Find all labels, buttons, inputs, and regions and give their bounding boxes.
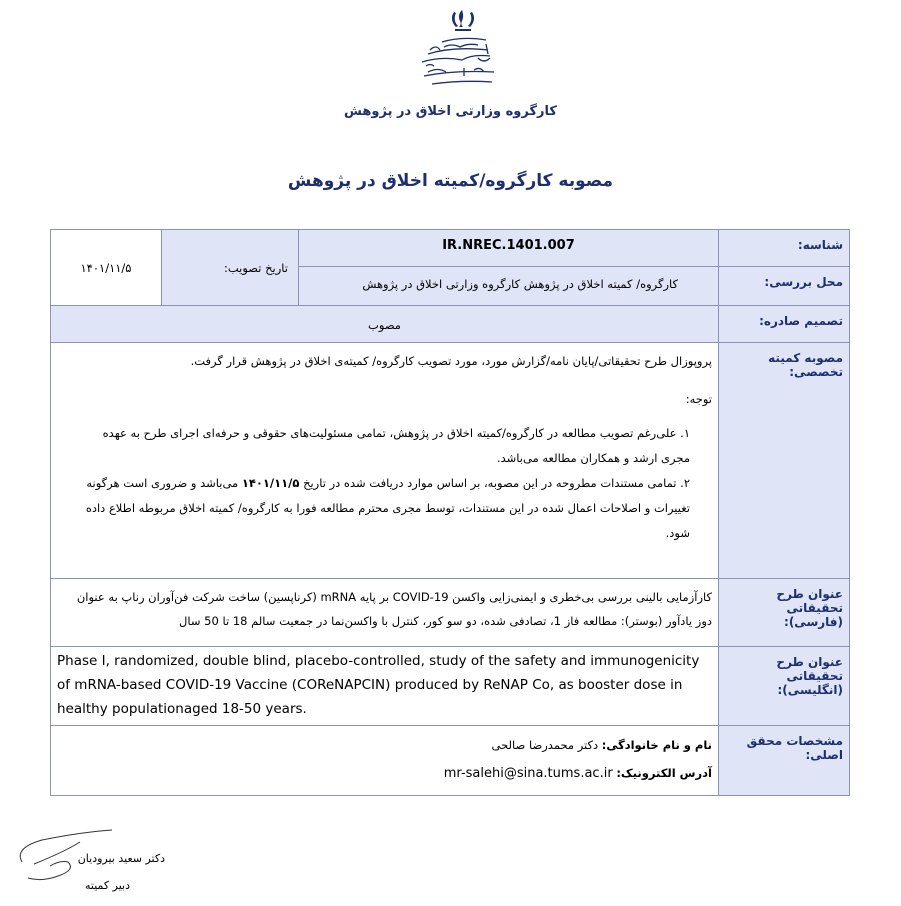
pi-email-row [57, 760, 712, 787]
page-title: مصوبه کارگروه/کمیته اخلاق در پژوهش [287, 171, 614, 191]
title-en-value: Phase I, randomized, double blind, placebo-controlled, study of the safety and immunogenicity of mRNA-based COVID-19 Vaccine (COReNAPCIN) produced by ReNAP Co, as booster dose in healthy populationaged 18-50 years. [51, 647, 719, 726]
note-2-date: ۱۴۰۱/۱۱/۵ [241, 476, 300, 490]
approval-table [50, 229, 850, 796]
pi-name-row [57, 734, 712, 756]
pi-name-value: دکتر محمدرضا صالحی [491, 738, 599, 752]
id-label: شناسه: [719, 230, 850, 267]
resolution-label: مصوبه کمیته تخصصی: [719, 343, 850, 579]
resolution-content [51, 343, 719, 579]
note-2: ۲. تمامی مستندات مطروحه در این مصوبه، بر اساس موارد دریافت شده در تاریخ ۱۴۰۱/۱۱/۵ می‌باشد و ضروری است هرگونه تغییرات و اصلاحات اعمال شده در این مستندات، توسط مجری محترم مطالعه فورا به کارگروه/ کمیته اخلاق مربوطه اطلاع داده شود. [85, 476, 690, 540]
title-fa-value: کارآزمایی بالینی بررسی بی‌خطری و ایمنی‌زایی واکسن COVID-19 بر پایه mRNA (کرناپسین) ساخت شرکت فن‌آوران رناپ به عنوان دوز یادآور (بوستر): مطالعه فاز 1، تصادفی شده، دو سو کور، کنترل با واکسن‌نما در جمعیت سالم 18 تا 50 سال [51, 579, 719, 647]
working-group-title: کارگروه وزارتی اخلاق در پژوهش [344, 104, 557, 119]
decision-label: تصمیم صادره: [719, 306, 850, 343]
pi-email-label: آدرس الکترونیک: [616, 766, 712, 780]
iran-emblem-icon [408, 4, 518, 94]
date-label: تاریخ تصویب: [162, 230, 299, 306]
pi-email-value[interactable]: mr-salehi@sina.tums.ac.ir [443, 766, 613, 781]
pi-name-label: نام و نام خانوادگی: [601, 738, 712, 752]
note-1: ۱. علی‌رغم تصویب مطالعه در کارگروه/کمیته اخلاق در پژوهش، تمامی مسئولیت‌های حقوقی و حرفه‌ای اجرای طرح به عهده مجری ارشد و همکاران مطالعه می‌باشد. [102, 426, 690, 465]
pi-label: مشخصات محقق اصلی: [719, 726, 850, 796]
title-en-label: عنوان طرح تحقیقاتی (انگلیسی): [719, 647, 850, 726]
pi-details [51, 726, 719, 796]
date-value: ۱۴۰۱/۱۱/۵ [51, 230, 162, 306]
title-fa-label: عنوان طرح تحقیقاتی (فارسی): [719, 579, 850, 647]
place-label: محل بررسی: [719, 267, 850, 306]
note-label: توجه: [685, 392, 712, 406]
id-value: IR.NREC.1401.007 [299, 230, 719, 267]
decision-value: مصوب [51, 306, 719, 343]
resolution-intro: پروپوزال طرح تحقیقاتی/پایان نامه/گزارش مورد، مورد تصویب کارگروه/ کمیته‌ی اخلاق در پژوهش قرار گرفت. [190, 354, 712, 368]
signatory-role: دبیر کمیته [85, 879, 130, 892]
place-value: کارگروه/ کمیته اخلاق در پژوهش کارگروه وزارتی اخلاق در پژوهش [299, 267, 719, 306]
signatory-name: دکتر سعید بیرودیان [77, 852, 165, 865]
